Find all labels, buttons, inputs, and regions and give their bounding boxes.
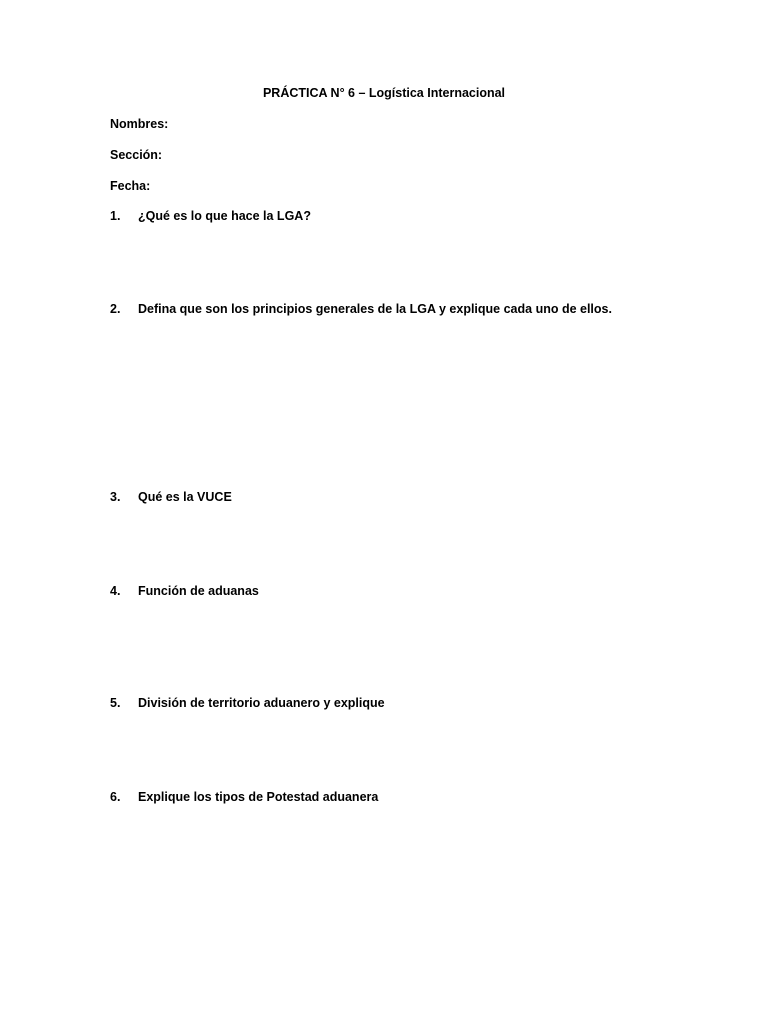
question-text: Explique los tipos de Potestad aduanera xyxy=(138,790,379,804)
question-text: Qué es la VUCE xyxy=(138,490,232,504)
question-number: 3. xyxy=(110,490,121,504)
question-number: 5. xyxy=(110,696,121,710)
question-number: 1. xyxy=(110,209,121,223)
question-number: 2. xyxy=(110,302,121,316)
seccion-label: Sección: xyxy=(110,148,163,162)
question-text: Defina que son los principios generales de la LGA y explique cada uno de ellos. xyxy=(138,302,612,316)
question-number: 4. xyxy=(110,584,121,598)
fecha-label: Fecha: xyxy=(110,179,151,193)
question-number: 6. xyxy=(110,790,121,804)
question-text: División de territorio aduanero y explique xyxy=(138,696,385,710)
question-text: Función de aduanas xyxy=(138,584,259,598)
question-text: ¿Qué es lo que hace la LGA? xyxy=(138,209,311,223)
nombres-label: Nombres: xyxy=(110,117,169,131)
page-title: PRÁCTICA N° 6 – Logística Internacional xyxy=(262,86,506,100)
